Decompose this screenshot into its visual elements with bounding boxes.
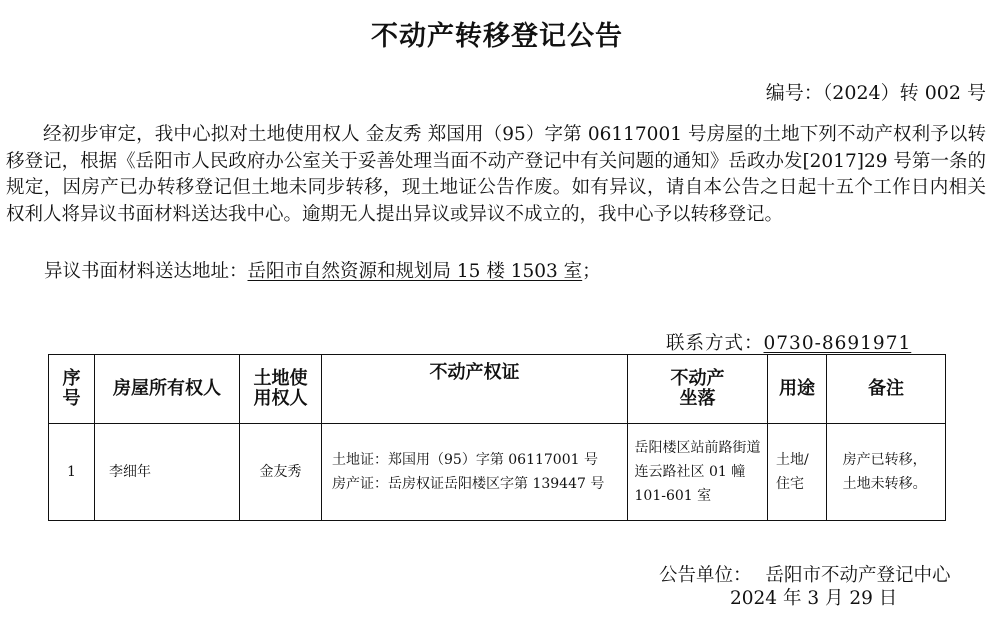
- cell-location: 岳阳楼区站前路街道连云路社区 01 幢 101-601 室: [628, 424, 768, 521]
- header-remark: 备注: [827, 355, 946, 424]
- page-title: 不动产转移登记公告: [371, 21, 623, 52]
- issuing-unit-value: 岳阳市不动产登记中心: [765, 565, 951, 586]
- contact-phone: 0730-8691971: [763, 333, 912, 354]
- table-header-row: [49, 355, 946, 424]
- header-location: 不动产坐落: [628, 355, 768, 424]
- header-usage: 用途: [768, 355, 827, 424]
- house-certificate: 房产证：岳房权证岳阳楼区字第 139447 号: [332, 476, 605, 492]
- cell-land-user: 金友秀: [240, 424, 322, 521]
- table-row: [49, 424, 946, 521]
- land-certificate: 土地证：郑国用（95）字第 06117001 号: [332, 452, 598, 468]
- cell-usage: 土地/住宅: [768, 424, 827, 521]
- cell-remark: 房产已转移，土地未转移。: [827, 424, 946, 521]
- issue-date: 2024 年 3 月 29 日: [730, 588, 898, 609]
- header-seq: 序号: [49, 355, 95, 424]
- objection-address-label: 异议书面材料送达地址：: [44, 261, 248, 282]
- objection-address-suffix: ；: [582, 261, 601, 282]
- registration-table: [48, 354, 946, 521]
- contact-info: [666, 329, 911, 355]
- document-number: 编号：（2024）转 002 号: [765, 82, 986, 104]
- contact-label: 联系方式：: [666, 333, 764, 354]
- header-owner: 房屋所有权人: [95, 355, 240, 424]
- cell-certificate: [322, 424, 628, 521]
- cell-seq: 1: [49, 424, 95, 521]
- objection-address: [44, 257, 601, 283]
- announcement-body: [6, 122, 986, 228]
- announcement-paragraph: 经初步审定，我中心拟对土地使用权人 金友秀 郑国用（95）字第 06117001 号房屋的土地下列不动产权利予以转移登记，根据《岳阳市人民政府办公室关于妥善处理当面不动产登记中有关问题的通知》岳政办发[2017]29 号第一条的规定，因房产已办转移登记但土地未同步转移，现土地证公告作废。如有异议，请自本公告之日起十五个工作日内相关权利人将异议书面材料送达我中心。逾期无人提出异议或异议不成立的，我中心予以转移登记。: [6, 124, 986, 225]
- cell-owner: 李细年: [95, 424, 240, 521]
- header-certificate: 不动产权证: [322, 355, 628, 424]
- objection-address-value: 岳阳市自然资源和规划局 15 楼 1503 室: [247, 261, 583, 282]
- header-land-user: 土地使用权人: [240, 355, 322, 424]
- issuing-unit-label: 公告单位：: [659, 565, 752, 586]
